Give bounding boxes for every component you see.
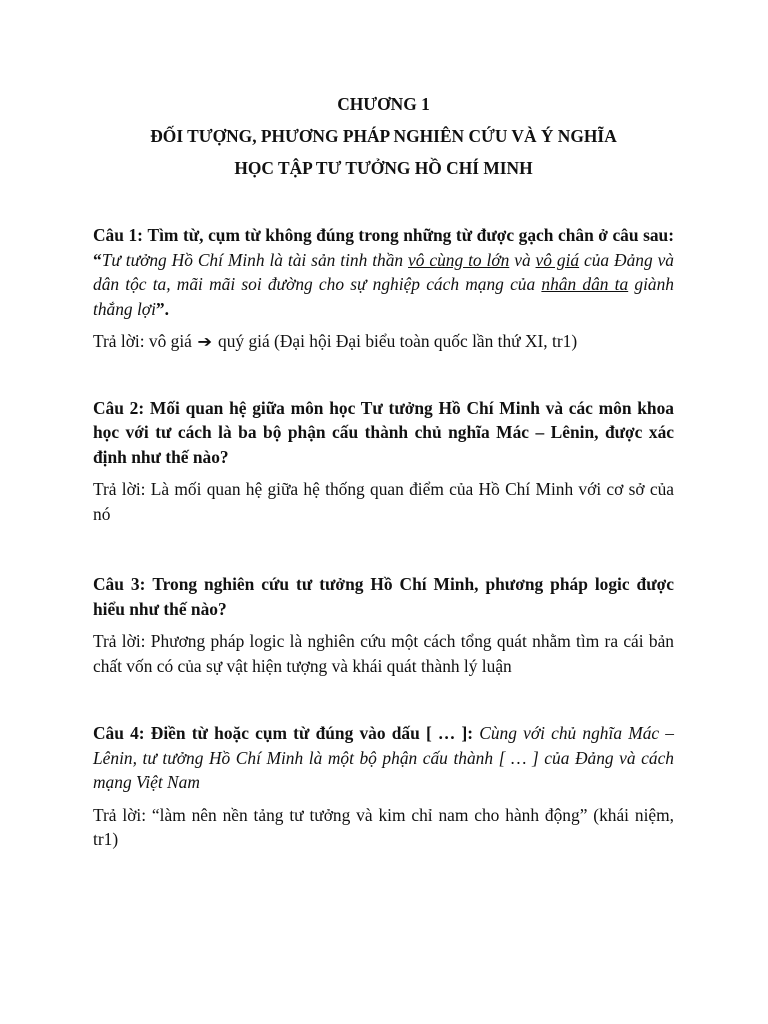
question-4-label: Câu 4: <box>93 723 145 743</box>
question-2-prompt: Mối quan hệ giữa môn học Tư tưởng Hồ Chí Minh và các môn khoa học với tư cách là ba bộ phận cấu thành chủ nghĩa Mác – Lênin, được xác định như thế nào? <box>93 397 674 467</box>
question-3-label: Câu 3: <box>93 574 146 594</box>
question-2-label: Câu 2: <box>93 397 145 418</box>
question-block-3 <box>93 572 674 678</box>
chapter-title-line-2: HỌC TẬP TƯ TƯỞNG HỒ CHÍ MINH <box>234 158 533 178</box>
question-1-underlined-1: vô cùng to lớn <box>408 249 510 270</box>
question-block-1 <box>93 223 674 355</box>
question-1-answer <box>93 329 674 355</box>
question-1-quote-part-1: Tư tưởng Hồ Chí Minh là tài sản tinh thần <box>101 249 409 270</box>
question-1-text <box>93 223 674 321</box>
question-1-answer-prefix: Trả lời: vô giá <box>93 331 192 351</box>
question-4-italic-text: Cùng với chủ nghĩa Mác – Lênin, tư tưởng Hồ Chí Minh là một bộ phận cấu thành [ … ] của Đảng và cách mạng Việt Nam <box>93 723 674 792</box>
question-1-quote-part-3: của Đảng và dân tộc ta, mãi mãi soi đường cho sự nghiệp cách mạng của <box>93 249 674 294</box>
question-4-prompt: Điền từ hoặc cụm từ đúng vào dấu [ … ]: <box>150 723 474 743</box>
chapter-title-line-1: ĐỐI TƯỢNG, PHƯƠNG PHÁP NGHIÊN CỨU VÀ Ý NGHĨA <box>150 126 617 146</box>
arrow-right-icon: ➔ <box>197 332 213 351</box>
chapter-heading <box>93 88 674 184</box>
question-2-answer: Trả lời: Là mối quan hệ giữa hệ thống quan điểm của Hồ Chí Minh với cơ sở của nó <box>93 479 674 524</box>
question-2-text <box>93 396 674 470</box>
question-1-quote-part-4: giành thắng lợi <box>93 274 674 319</box>
question-1-quote-part-2: và <box>509 249 536 270</box>
question-3-prompt: Trong nghiên cứu tư tưởng Hồ Chí Minh, phương pháp logic được hiểu như thế nào? <box>93 574 675 619</box>
question-1-close-quote: ”. <box>155 298 169 319</box>
question-4-answer: Trả lời: “làm nên nền tảng tư tưởng và kim chỉ nam cho hành động” (khái niệm, tr1) <box>93 804 674 849</box>
question-1-open-quote: “ <box>93 249 102 270</box>
question-1-label: Câu 1: <box>93 225 143 245</box>
question-1-answer-suffix: quý giá (Đại hội Đại biểu toàn quốc lần thứ XI, tr1) <box>218 331 578 351</box>
question-block-2 <box>93 396 674 527</box>
chapter-number: CHƯƠNG 1 <box>337 94 430 114</box>
question-4-text <box>93 721 674 795</box>
question-block-4 <box>93 721 674 852</box>
question-1-prompt: Tìm từ, cụm từ không đúng trong những từ được gạch chân ở câu sau: <box>147 225 674 245</box>
question-3-answer: Trả lời: Phương pháp logic là nghiên cứu một cách tổng quát nhằm tìm ra cái bản chất vốn có của sự vật hiện tượng và khái quát thành lý luận <box>93 631 674 676</box>
question-1-underlined-3: nhân dân ta <box>541 274 629 294</box>
question-3-text <box>93 572 674 621</box>
question-1-underlined-2: vô giá <box>535 249 580 270</box>
